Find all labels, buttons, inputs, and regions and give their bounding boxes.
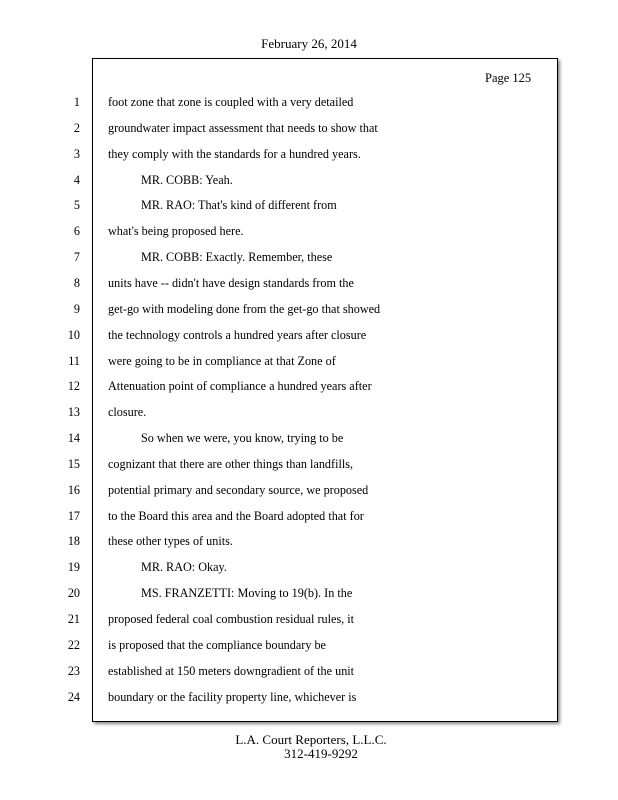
- transcript-line: [0, 635, 560, 655]
- transcript-line: [0, 531, 560, 551]
- transcript-line: [0, 247, 560, 267]
- line-text: MS. FRANZETTI: Moving to 19(b). In the: [141, 586, 353, 601]
- transcript-line: [0, 480, 560, 500]
- line-number: 12: [67, 379, 80, 394]
- transcript-line: [0, 583, 560, 603]
- line-text: foot zone that zone is coupled with a very detailed: [108, 95, 354, 109]
- line-number: 4: [73, 172, 80, 187]
- transcript-line: [0, 170, 560, 190]
- transcript-line: [0, 195, 560, 215]
- reporter-phone: 312-419-9292: [284, 746, 358, 761]
- line-number: 21: [67, 612, 80, 626]
- line-number: 1: [73, 95, 80, 109]
- line-text: units have -- didn't have design standards from the: [108, 275, 354, 290]
- line-text: were going to be in compliance at that Zone of: [108, 353, 336, 368]
- line-text: cognizant that there are other things than landfills,: [108, 456, 354, 471]
- line-number: 2: [73, 120, 80, 135]
- line-text: Attenuation point of compliance a hundred years after: [108, 379, 372, 394]
- transcript-line: [0, 325, 560, 345]
- line-text: MR. RAO: Okay.: [141, 560, 227, 575]
- transcript-line: [0, 557, 560, 577]
- reporter-company: L.A. Court Reporters, L.L.C.: [235, 732, 387, 747]
- line-number: 11: [68, 353, 80, 368]
- transcript-line: [0, 351, 560, 371]
- transcript-line: [0, 506, 560, 526]
- transcript-line: [0, 299, 560, 319]
- line-number: 24: [67, 689, 80, 704]
- line-text: MR. COBB: Exactly. Remember, these: [141, 250, 333, 265]
- line-number: 23: [67, 663, 80, 678]
- line-number: 18: [67, 534, 80, 549]
- line-number: 15: [67, 456, 80, 471]
- page-number: Page 125: [485, 71, 532, 85]
- line-text: So when we were, you know, trying to be: [141, 431, 344, 446]
- line-number: 19: [67, 560, 80, 575]
- transcript-line: [0, 609, 560, 629]
- line-number: 5: [73, 198, 80, 213]
- line-text: proposed federal coal combustion residual rules, it: [108, 612, 355, 626]
- transcript-line: [0, 402, 560, 422]
- line-text: these other types of units.: [108, 534, 233, 549]
- line-text: established at 150 meters downgradient of the unit: [108, 663, 355, 678]
- line-number: 13: [67, 405, 80, 420]
- line-text: to the Board this area and the Board adopted that for: [108, 508, 364, 523]
- transcript-date: February 26, 2014: [261, 36, 357, 51]
- transcript-line: [0, 454, 560, 474]
- line-text: MR. RAO: That's kind of different from: [141, 198, 337, 213]
- transcript-line: [0, 92, 560, 112]
- line-text: potential primary and secondary source, we proposed: [108, 482, 369, 497]
- line-number: 6: [73, 224, 80, 239]
- line-number: 16: [67, 482, 80, 497]
- line-text: groundwater impact assessment that needs to show that: [108, 120, 378, 135]
- transcript-line: [0, 144, 560, 164]
- line-number: 17: [67, 508, 80, 523]
- line-number: 3: [73, 146, 80, 161]
- transcript-line: [0, 661, 560, 681]
- transcript-line: [0, 376, 560, 396]
- line-text: closure.: [108, 405, 147, 420]
- line-text: the technology controls a hundred years after closure: [108, 327, 367, 342]
- transcript-line: [0, 687, 560, 707]
- line-number: 10: [67, 327, 80, 342]
- line-number: 20: [67, 586, 80, 601]
- line-text: they comply with the standards for a hundred years.: [108, 146, 361, 161]
- transcript-line: [0, 273, 560, 293]
- line-number: 9: [73, 301, 80, 316]
- line-text: MR. COBB: Yeah.: [141, 172, 233, 187]
- line-number: 14: [67, 431, 80, 446]
- line-text: boundary or the facility property line, whichever is: [108, 689, 357, 704]
- line-number: 7: [73, 250, 80, 265]
- transcript-line: [0, 221, 560, 241]
- line-text: is proposed that the compliance boundary be: [108, 637, 326, 652]
- transcript-line: [0, 428, 560, 448]
- line-number: 22: [67, 637, 80, 652]
- line-text: get-go with modeling done from the get-go that showed: [108, 301, 381, 316]
- line-text: what's being proposed here.: [108, 224, 244, 239]
- transcript-line: [0, 118, 560, 138]
- line-number: 8: [73, 275, 80, 290]
